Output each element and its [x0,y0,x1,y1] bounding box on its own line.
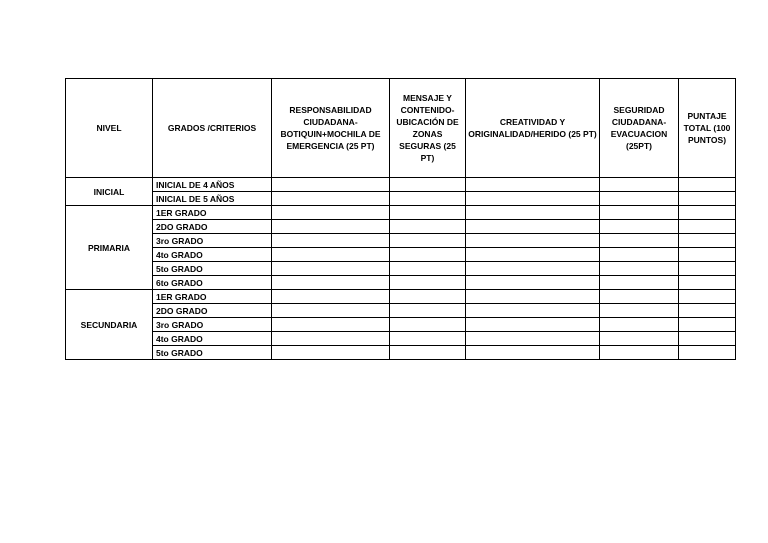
grade-cell: INICIAL DE 4 AÑOS [153,178,272,192]
score-cell [272,332,390,346]
score-cell [272,192,390,206]
grade-cell: 2DO GRADO [153,220,272,234]
header-nivel: NIVEL [66,79,153,178]
total-cell [679,178,736,192]
nivel-primaria: PRIMARIA [66,206,153,290]
score-cell [600,220,679,234]
score-cell [390,262,466,276]
header-creatividad: CREATIVIDAD Y ORIGINALIDAD/HERIDO (25 PT) [466,79,600,178]
score-cell [390,332,466,346]
total-cell [679,318,736,332]
score-cell [272,248,390,262]
score-cell [390,290,466,304]
score-cell [466,276,600,290]
table-row [66,262,736,276]
score-cell [390,276,466,290]
score-cell [466,262,600,276]
table-row [66,318,736,332]
table-row [66,346,736,360]
total-cell [679,332,736,346]
table-row [66,178,736,192]
score-cell [600,206,679,220]
table-row [66,332,736,346]
grade-cell: 6to GRADO [153,276,272,290]
total-cell [679,248,736,262]
score-cell [390,206,466,220]
total-cell [679,276,736,290]
score-cell [466,220,600,234]
nivel-secundaria: SECUNDARIA [66,290,153,360]
evaluation-table [65,78,736,360]
grade-cell: 4to GRADO [153,332,272,346]
score-cell [390,192,466,206]
score-cell [272,346,390,360]
score-cell [466,318,600,332]
score-cell [272,262,390,276]
score-cell [600,262,679,276]
total-cell [679,220,736,234]
score-cell [390,304,466,318]
score-cell [390,234,466,248]
header-seguridad: SEGURIDAD CIUDADANA- EVACUACION (25PT) [600,79,679,178]
total-cell [679,192,736,206]
score-cell [272,304,390,318]
score-cell [466,234,600,248]
score-cell [272,220,390,234]
table-row [66,290,736,304]
grade-cell: 2DO GRADO [153,304,272,318]
table-row [66,248,736,262]
score-cell [390,178,466,192]
table-row [66,220,736,234]
score-cell [390,318,466,332]
table-row [66,206,736,220]
total-cell [679,206,736,220]
score-cell [600,346,679,360]
score-cell [600,192,679,206]
total-cell [679,262,736,276]
score-cell [466,192,600,206]
total-cell [679,346,736,360]
header-responsabilidad: RESPONSABILIDAD CIUDADANA- BOTIQUIN+MOCHILA DE EMERGENCIA (25 PT) [272,79,390,178]
table-row [66,304,736,318]
total-cell [679,234,736,248]
score-cell [466,332,600,346]
score-cell [466,206,600,220]
score-cell [272,276,390,290]
score-cell [600,318,679,332]
score-cell [466,290,600,304]
grade-cell: 3ro GRADO [153,318,272,332]
score-cell [272,318,390,332]
grade-cell: 3ro GRADO [153,234,272,248]
grade-cell: 1ER GRADO [153,290,272,304]
total-cell [679,304,736,318]
score-cell [466,304,600,318]
score-cell [466,346,600,360]
score-cell [466,178,600,192]
nivel-inicial: INICIAL [66,178,153,206]
score-cell [600,304,679,318]
grade-cell: 5to GRADO [153,262,272,276]
score-cell [466,248,600,262]
header-mensaje: MENSAJE Y CONTENIDO- UBICACIÓN DE ZONAS SEGURAS (25 PT) [390,79,466,178]
header-grados-criterios: GRADOS /CRITERIOS [153,79,272,178]
score-cell [390,220,466,234]
score-cell [272,290,390,304]
table-row [66,234,736,248]
grade-cell: 1ER GRADO [153,206,272,220]
score-cell [600,332,679,346]
score-cell [272,234,390,248]
total-cell [679,290,736,304]
score-cell [600,276,679,290]
grade-cell: INICIAL DE 5 AÑOS [153,192,272,206]
score-cell [272,206,390,220]
table-row [66,192,736,206]
score-cell [600,290,679,304]
score-cell [600,178,679,192]
score-cell [272,178,390,192]
score-cell [390,346,466,360]
score-cell [390,248,466,262]
table-row [66,276,736,290]
header-row [66,79,736,178]
grade-cell: 4to GRADO [153,248,272,262]
score-cell [600,234,679,248]
header-puntaje-total: PUNTAJE TOTAL (100 PUNTOS) [679,79,736,178]
grade-cell: 5to GRADO [153,346,272,360]
score-cell [600,248,679,262]
